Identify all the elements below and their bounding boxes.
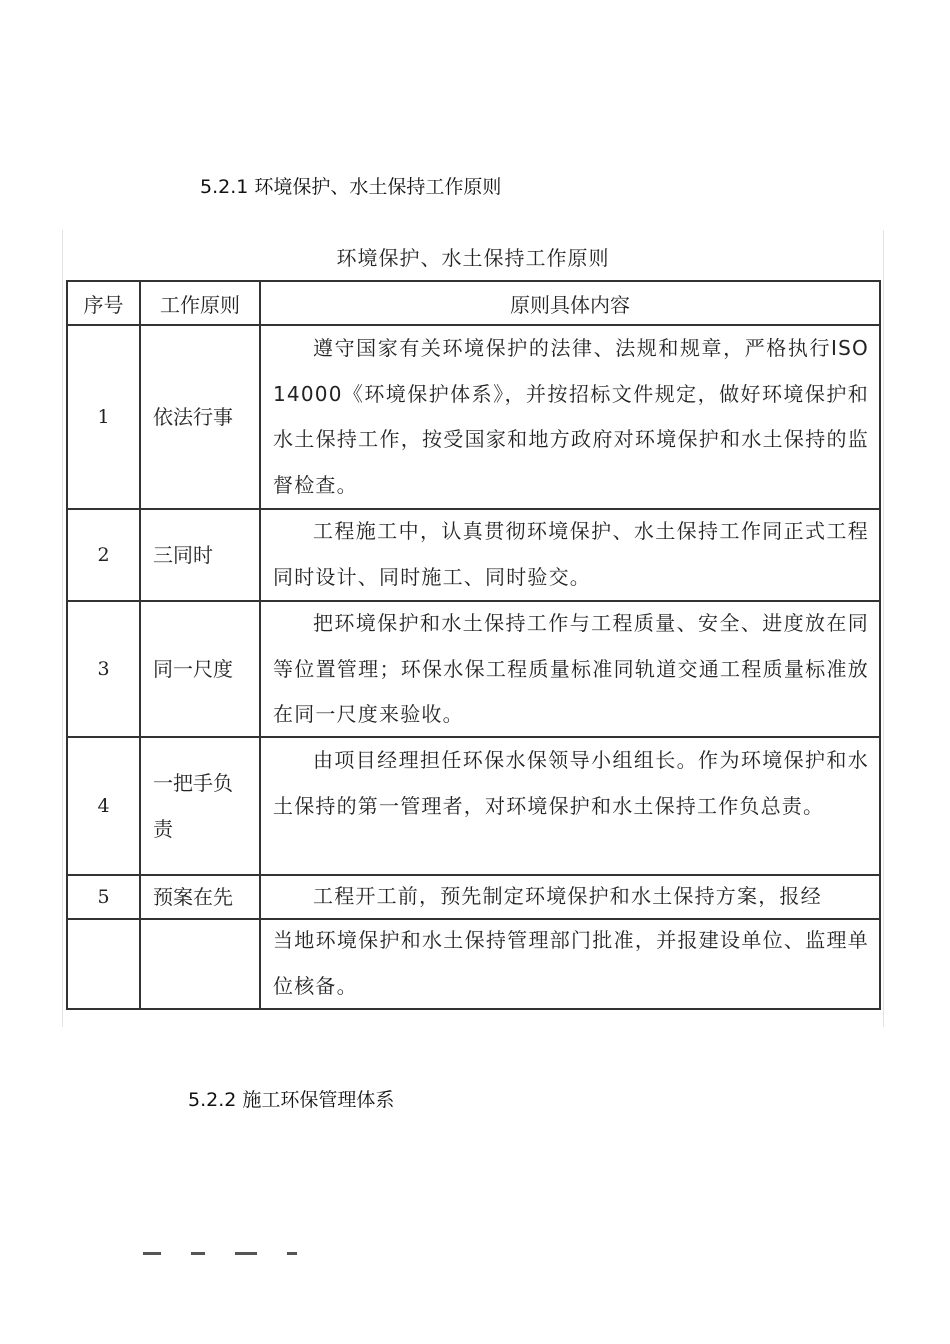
principles-table bbox=[62, 230, 884, 1027]
row-3-content: 把环境保护和水土保持工作与工程质量、安全、进度放在同等位置管理；环保水保工程质量标准同轨道交通工程质量标准放在同一尺度来验收。 bbox=[273, 611, 869, 726]
row-4-principle: 一把手负责 bbox=[153, 771, 233, 841]
row-1-principle: 依法行事 bbox=[153, 405, 233, 429]
table-rule bbox=[879, 918, 881, 1010]
row-4-content: 由项目经理担任环保水保领导小组组长。作为环境保护和水土保持的第一管理者，对环境保护和水土保持工作负总责。 bbox=[273, 748, 869, 818]
cutoff-fragment bbox=[143, 1252, 443, 1260]
table-rule bbox=[259, 280, 261, 918]
row-2-content: 工程施工中，认真贯彻环境保护、水土保持工作同正式工程同时设计、同时施工、同时验交。 bbox=[273, 519, 869, 589]
row-5-principle: 预案在先 bbox=[153, 885, 233, 909]
table-caption: 环境保护、水土保持工作原则 bbox=[336, 246, 610, 270]
header-no: 序号 bbox=[83, 292, 124, 317]
row-3-principle: 同一尺度 bbox=[153, 657, 233, 681]
row-5-no: 5 bbox=[97, 886, 110, 908]
section-heading-522: 5.2.2 施工环保管理体系 bbox=[188, 1089, 395, 1111]
table-rule bbox=[879, 280, 881, 918]
row-4-no: 4 bbox=[97, 795, 110, 817]
header-principle: 工作原则 bbox=[160, 292, 240, 317]
row-5-content-continued: 当地环境保护和水土保持管理部门批准，并报建设单位、监理单位核备。 bbox=[273, 928, 869, 998]
row-5-content: 工程开工前，预先制定环境保护和水土保持方案，报经 bbox=[313, 884, 822, 908]
table-rule bbox=[139, 918, 141, 1010]
section-heading-521: 5.2.1 环境保护、水土保持工作原则 bbox=[200, 176, 502, 198]
row-2-no: 2 bbox=[97, 544, 110, 566]
row-1-content: 遵守国家有关环境保护的法律、法规和规章，严格执行ISO 14000《环境保护体系》，并按招标文件规定，做好环境保护和水土保持工作，按受国家和地方政府对环境保护和水土保持的监督检查。 bbox=[273, 336, 869, 497]
table-rule bbox=[259, 918, 261, 1010]
row-1-no: 1 bbox=[97, 406, 110, 428]
row-3-no: 3 bbox=[97, 658, 110, 680]
header-content: 原则具体内容 bbox=[510, 292, 630, 317]
row-2-principle: 三同时 bbox=[153, 543, 213, 567]
table-rule bbox=[66, 918, 68, 1010]
